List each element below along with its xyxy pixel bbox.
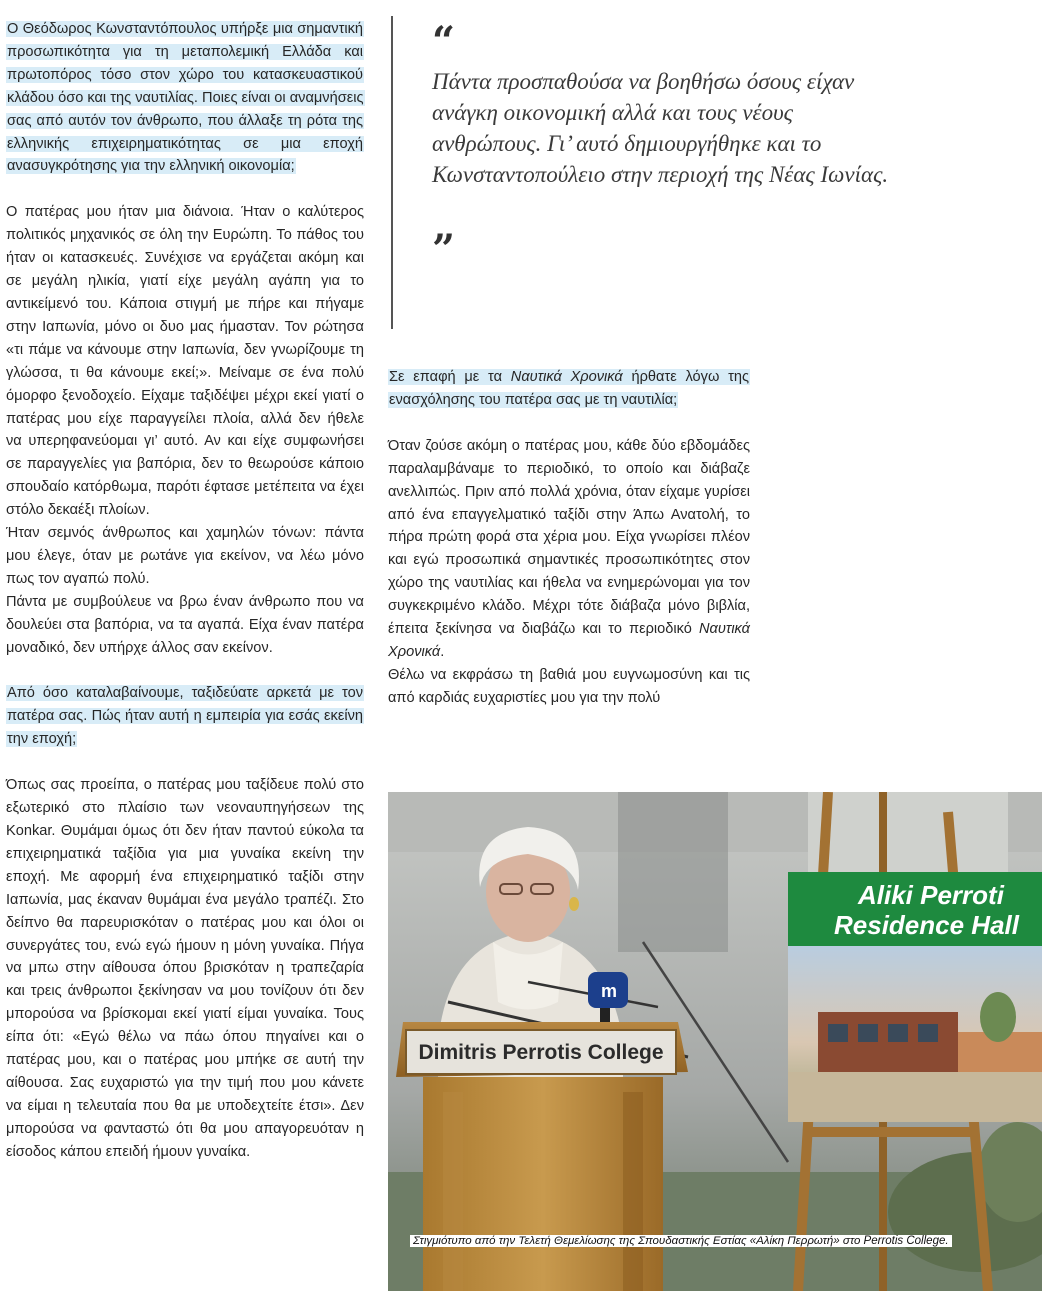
podium-label: Dimitris Perrotis College [418,1041,664,1064]
pull-quote-close-mark: ” [432,226,456,273]
sign-line-2: Residence Hall [834,910,1019,940]
ceremony-photo [388,792,1042,1291]
sign-line-1: Aliki Perroti [858,880,1004,910]
pull-quote-rule [391,16,393,329]
magazine-name: Ναυτικά Χρονικά [510,369,623,385]
ceremony-photo-illustration [388,792,1042,1291]
answer-1-paragraph-2: Ήταν σεμνός άνθρωπος και χαμηλών τόνων: πάντα μου έλεγε, όταν με ρωτάνε για εκείνον, να λέω μόνο πως τον αγαπώ πολύ. [6,525,364,587]
answer-3-paragraph-2: Θέλω να εκφράσω τη βαθιά μου ευγνωμοσύνη και τις από καρδιάς ευχαριστίες μου για την πολύ [388,666,750,706]
photo-caption: Στιγμιότυπο από την Τελετή Θεμελίωσης της Σπουδαστικής Εστίας «Αλίκη Περρωτή» στο Perrotis College. [410,1234,1010,1249]
microphone-badge: m [601,981,618,1001]
question-2: Από όσο καταλαβαίνουμε, ταξιδεύατε αρκετά με τον πατέρα σας. Πώς ήταν αυτή η εμπειρία για εσάς εκείνη την εποχή; [7,685,363,748]
pull-quote-text: Πάντα προσπαθούσα να βοηθήσω όσους είχαν ανάγκη οικονομική αλλά και τους νέους ανθρώπους. Γι’ αυτό δημιουργήθηκε και το Κωνσταντοπούλειο στην περιοχή της Νέας Ιωνίας. [432,69,889,187]
pull-quote-open-mark: “ [432,18,456,65]
right-column [388,366,750,710]
answer-1-paragraph-1: Ο πατέρας μου ήταν μια διάνοια. Ήταν ο καλύτερος πολιτικός μηχανικός σε όλη την Ευρώπη. Το πάθος του ήταν οι κατασκευές. Συνέχισε να εργάζεται ακόμη και σε μεγάλη ηλικία, γιατί είχε μεγάλη αγάπη για το αντικείμενό του. Κάποια στιγμή με πήρε και πήγαμε στην Ιαπωνία, μόνο οι δυο μας ήμασταν. Τον ρώτησα «τι πάμε να κάνουμε στην Ιαπωνία, δεν γνωρίζουμε τη γλώσσα, τι θα κάνουμε εκεί;». Μείναμε σε ένα πολύ όμορφο ξενοδοχείο. Είχαμε ταξιδέψει μέχρι εκεί γιατί ο πατέρας μου είχε παραγγείλει πλοία, αλλά δεν ήθελε να υπερηφανεύομαι γι’ αυτό. Αν και είχε συμφωνήσει σε παραγγελίες για βαπόρια, δεν το θεωρούσε κάποιο σπουδαίο κατόρθωμα, παρότι έφτασε μετέπειτα να έχει στόλο δεκαέξι πλοίων. [6,204,364,519]
left-column [6,18,364,1164]
answer-1-paragraph-3: Πάντα με συμβούλευε να βρω έναν άνθρωπο που να δουλεύει στα βαπόρια, να τα αγαπά. Είχα έναν πατέρα μοναδικό, δεν υπήρχε άλλος σαν εκείνον. [6,593,364,656]
answer-3-paragraph-1: Όταν ζούσε ακόμη ο πατέρας μου, κάθε δύο εβδομάδες παραλαμβάναμε το περιοδικό, το οποίο και διάβαζε ανελλιπώς. Πριν από πολλά χρόνια, όταν είχαμε γυρίσει από ένα επαγγελματικό ταξίδι στην Άπω Ανατολή, το πήρα πρώτη φορά στα χέρια μου. Είχα γνωρίσει πλέον και εγώ προσωπικά σημαντικές προσωπικότητες στον χώρο της ναυτιλίας και ήθελα να ενημερώνομαι για τον συγκεκριμένο κλάδο. Μέχρι τότε διάβαζα μόνο βιβλία, έπειτα ξεκίνησα να διαβάζω και το περιοδικό Ναυτικά Χρονικά. [388,437,750,660]
magazine-name: Ναυτικά Χρονικά [388,621,750,660]
question-1: Ο Θεόδωρος Κωνσταντόπουλος υπήρξε μια σημαντική προσωπικότητα για τη μεταπολεμική Ελλάδα και πρωτοπόρος τόσο στον χώρο του κατασκευαστικού κλάδου όσο και της ναυτιλίας. Ποιες είναι οι αναμνήσεις σας από αυτόν τον άνθρωπο, που άλλαξε τη ρότα της ελληνικής επιχειρηματικότητας σε μια εποχή ανασυγκρότησης για την ελληνική οικονομία; [7,21,364,175]
answer-2: Όπως σας προείπα, ο πατέρας μου ταξίδευε πολύ στο εξωτερικό στο πλαίσιο των νεοναυπηγήσεων της Konkar. Θυμάμαι όμως ότι δεν ήταν παντού εύκολα τα επιχειρηματικά ταξίδια για μια γυναίκα εκείνη την εποχή. Με αφορμή ένα επιχειρηματικό ταξίδι στην Ιαπωνία, μας έκαναν θυμάμαι ένα μεγάλο τραπέζι. Στο δείπνο θα παρευρισκόταν ο πατέρας μου και όλοι οι συνεργάτες του, ενώ εγώ ήμουν η μόνη γυναίκα. Πήγα να μπω στην αίθουσα όπου βρισκόταν η τραπεζαρία και τρεις άνθρωποι ξεκίνησαν να μου τονίζουν ότι δεν μπορούσα να βρίσκομαι εκεί γιατί είμαι γυναίκα. Τους είπα ότι: «Εγώ θέλω να πάω όπου πηγαίνει και ο πατέρας μου, και ο πατέρας μου μπήκε σε αυτή την αίθουσα. Σας ευχαριστώ για την τιμή που μου κάνετε να είμαι η τελευταία που θα με υποδεχτείτε έτσι». Δεν μπορούσα να φανταστώ ότι θα μου απαγορευόταν η είσοδος κάπου επειδή ήμουν γυναίκα. [6,777,364,1160]
question-3: Σε επαφή με τα Ναυτικά Χρονικά ήρθατε λόγω της ενασχόλησης του πατέρα σας με τη ναυτιλία; [389,369,749,408]
